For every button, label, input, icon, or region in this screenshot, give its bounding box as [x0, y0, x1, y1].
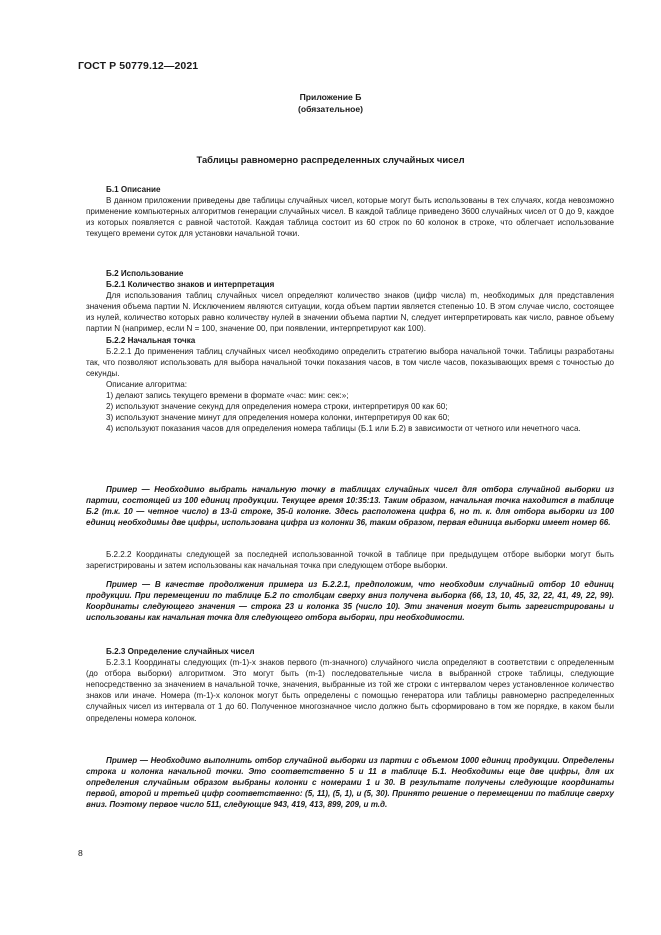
section-b222-block	[86, 549, 614, 571]
algorithm-step: 3) используют значение минут для определения номера колонки, интерпретируя 00 как 60;	[106, 413, 450, 423]
section-b21-heading: Б.2.1 Количество знаков и интерпретация	[106, 280, 275, 290]
algorithm-step: 4) используют показания часов для определения номера таблицы (Б.1 или Б.2) в зависимости от четного или нечетного часа.	[106, 424, 581, 434]
algorithm-intro: Описание алгоритма:	[106, 379, 188, 389]
section-b2	[86, 268, 614, 434]
algorithm-step: 2) используют значение секунд для определения номера строки, интерпретируя 00 как 60;	[106, 402, 448, 412]
section-b221-paragraph: Б.2.2.1 До применения таблиц случайных чисел необходимо определить стратегию выбора начальной точки. Таблицы разработаны так, что позволяют использовать для выбора начальной точки показания часов, в том числе часов, показывающих время с точностью до секунды.	[86, 346, 614, 378]
annex-title: Таблицы равномерно распределенных случайных чисел	[196, 154, 465, 165]
section-b1	[86, 184, 614, 239]
example-2: Пример — В качестве продолжения примера из Б.2.2.1, предположим, что необходим случайный отбор 10 единиц продукции. При перемещении по таблице Б.2 по столбцам сверху вниз получена выборка (66, 13, 10, 45, 32, 22, 41, 49, 22, 99). Координаты следующего значения — строка 23 и колонка 35 (число 10). Эти значения могут быть зарегистрированы и использованы как начальная точка для следующего отбора выборки, при необходимости.	[86, 580, 614, 623]
example-3: Пример — Необходимо выполнить отбор случайной выборки из партии с объемом 1000 единиц продукции. Определены строка и колонка начальной точки. Это соответственно 5 и 11 в таблице Б.1. Необходимы еще две цифры, для их определения случайным образом выбраны колонки с номерами 1 и 30. В результате получены следующие координаты первой, второй и третьей цифр соответственно: (5, 11), (5, 1), и (5, 30). Принято решение о перемещении по таблице сверху вниз. Поэтому первое число 511, следующие 943, 419, 413, 899, 209, и т.д.	[86, 756, 614, 810]
section-b1-heading: Б.1 Описание	[106, 185, 161, 194]
annex-status: (обязательное)	[297, 104, 364, 114]
section-b23-heading: Б.2.3 Определение случайных чисел	[106, 647, 255, 656]
section-b222-paragraph: Б.2.2.2 Координаты следующей за последней использованной точкой в таблице при предыдущем отборе выборки могут быть зарегистрированы и затем использованы как начальная точка при следующем отборе выборки.	[86, 550, 614, 571]
example-1: Пример — Необходимо выбрать начальную точку в таблицах случайных чисел для отбора случайной выборки из партии, состоящей из 100 единиц продукции. Текущее время 10:35:13. Таким образом, начальная точка находится в таблице Б.2 (т.к. 10 — четное число) в 13-й строке, 35-й колонке. Здесь расположена цифра 6, но т. к. для отбора выборки из 100 единиц необходимы две цифры, использована цифра из колонки 36, таким образом, первая единица выборки имеет номер 66.	[86, 485, 614, 528]
section-b231-paragraph: Б.2.3.1 Координаты следующих (m-1)-х знаков первого (m-значного) случайного числа определяют в соответствии с определенным (до отбора выборки) алгоритмом. Это могут быть (m-1) последовательные числа в выбранной строке таблицы, следующие непосредственно за значением в начальной точке, значения, выбранные из той же строки с интервалом через установленное количество знаков или иначе. Номера (m-1)-х колонок могут быть определены с помощью генератора или таблицы равномерно распределенных случайных чисел из интервала от 1 до 60. Полученное многозначное число должно быть сформировано в том же порядке, в каком были определены номера колонок.	[86, 658, 614, 723]
example-1-block	[86, 484, 614, 528]
algorithm-step: 1) делают запись текущего времени в формате «час: мин: сек:»;	[106, 391, 349, 401]
section-b21-paragraph: Для использования таблиц случайных чисел определяют количество знаков (цифр числа) m, необходимых для представления значения объема партии N. Исключением являются ситуации, когда объем партии является степенью 10. В этом случае число, состоящее из нулей, количество которых равно количеству нулей в значении объема партии N, следует интерпретировать как число, равное объему партии N (например, если N = 100, значение 00, при появлении, интерпретируют как 100).	[86, 291, 614, 334]
annex-name: Приложение Б	[299, 92, 362, 102]
section-b1-paragraph: В данном приложении приведены две таблицы случайных чисел, которые могут быть использованы в тех случаях, когда невозможно применение компьютерных алгоритмов генерации случайных чисел. В каждой таблице приведено 3600 случайных чисел от 0 до 9, каждое из которых появляется с равной частотой. Каждая таблица состоит из 60 строк по 60 колонок в строке, что облегчает использование текущего времени суток для установки начальной точки.	[86, 196, 614, 239]
section-b23	[86, 646, 614, 724]
page-number: 8	[78, 848, 83, 858]
standard-header: ГОСТ Р 50779.12—2021	[78, 60, 199, 72]
example-3-block	[86, 755, 614, 810]
section-b22-heading: Б.2.2 Начальная точка	[106, 335, 196, 345]
example-2-block	[86, 579, 614, 623]
section-b2-heading: Б.2 Использование	[106, 269, 184, 278]
